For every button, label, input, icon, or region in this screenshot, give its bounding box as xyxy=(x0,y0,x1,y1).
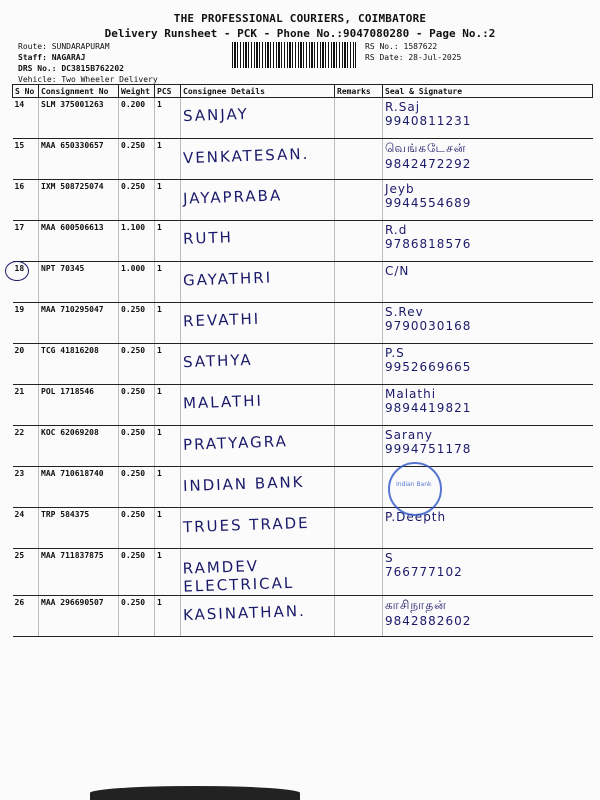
table-row xyxy=(13,596,593,637)
cell-remarks xyxy=(335,426,383,467)
cell-weight: 0.250 xyxy=(119,139,155,180)
table-row xyxy=(13,221,593,262)
phone-handwriting: 9894419821 xyxy=(385,401,472,415)
consignee-handwriting: GAYATHRI xyxy=(182,268,273,290)
phone-handwriting: 9952669665 xyxy=(385,360,472,374)
cell-remarks xyxy=(335,98,383,139)
consignee-handwriting: PRATYAGRA xyxy=(182,432,289,454)
cell-consignee xyxy=(181,180,335,221)
cell-weight: 0.250 xyxy=(119,426,155,467)
cell-consignee xyxy=(181,303,335,344)
cell-consignment: MAA 600506613 xyxy=(39,221,119,262)
consignee-handwriting: RAMDEV ELECTRICAL xyxy=(182,556,295,596)
cell-remarks xyxy=(335,262,383,303)
cell-pcs: 1 xyxy=(155,467,181,508)
cell-sno: 24 xyxy=(13,508,39,549)
table-row xyxy=(13,303,593,344)
cell-seal xyxy=(383,549,593,596)
cell-consignee xyxy=(181,467,335,508)
cell-seal xyxy=(383,385,593,426)
cell-seal xyxy=(383,180,593,221)
cell-sno: 22 xyxy=(13,426,39,467)
consignee-handwriting: INDIAN BANK xyxy=(182,472,305,496)
phone-handwriting: 766777102 xyxy=(385,565,463,579)
table-row xyxy=(13,344,593,385)
signature: R.d xyxy=(385,223,408,237)
cell-sno: 18 xyxy=(13,262,39,303)
cell-seal xyxy=(383,344,593,385)
table-row xyxy=(13,180,593,221)
cell-sno: 14 xyxy=(13,98,39,139)
signature: P.S xyxy=(385,346,405,360)
consignee-handwriting: RUTH xyxy=(182,228,234,248)
drs-label: DRS No.: DC3815B762202 xyxy=(18,64,124,73)
cell-sno: 21 xyxy=(13,385,39,426)
cell-pcs: 1 xyxy=(155,549,181,596)
cell-seal xyxy=(383,139,593,180)
cell-remarks xyxy=(335,344,383,385)
cell-remarks xyxy=(335,508,383,549)
cell-sno: 15 xyxy=(13,139,39,180)
cell-remarks xyxy=(335,139,383,180)
consignee-handwriting: VENKATESAN. xyxy=(182,144,310,168)
cell-weight: 0.200 xyxy=(119,98,155,139)
signature: S.Rev xyxy=(385,305,424,319)
cell-remarks xyxy=(335,221,383,262)
cell-remarks xyxy=(335,303,383,344)
table-body xyxy=(13,98,593,637)
table-row xyxy=(13,139,593,180)
rs-date-label: RS Date: 28-Jul-2025 xyxy=(365,53,462,62)
signature: S xyxy=(385,551,394,565)
cell-consignee xyxy=(181,344,335,385)
cell-seal xyxy=(383,262,593,303)
cell-weight: 0.250 xyxy=(119,344,155,385)
cell-consignment: MAA 710295047 xyxy=(39,303,119,344)
cell-weight: 0.250 xyxy=(119,596,155,637)
cell-remarks xyxy=(335,180,383,221)
cell-consignee xyxy=(181,98,335,139)
cell-pcs: 1 xyxy=(155,221,181,262)
phone-handwriting: 9994751178 xyxy=(385,442,472,456)
cell-pcs: 1 xyxy=(155,262,181,303)
runsheet-table xyxy=(12,84,593,637)
col-remarks: Remarks xyxy=(335,85,383,98)
table-header-row xyxy=(13,85,593,98)
cell-consignment: MAA 710618740 xyxy=(39,467,119,508)
table-row xyxy=(13,426,593,467)
route-label: Route: SUNDARAPURAM xyxy=(18,42,110,51)
cell-consignment: MAA 296690507 xyxy=(39,596,119,637)
table-row xyxy=(13,262,593,303)
cell-seal xyxy=(383,596,593,637)
cell-consignment: SLM 375001263 xyxy=(39,98,119,139)
phone-handwriting: 9944554689 xyxy=(385,196,472,210)
signature: Malathi xyxy=(385,387,437,401)
meta-right xyxy=(365,41,585,63)
cell-consignment: TRP 584375 xyxy=(39,508,119,549)
cell-weight: 1.000 xyxy=(119,262,155,303)
vehicle-label: Vehicle: Two Wheeler Delivery xyxy=(18,75,158,84)
consignee-handwriting: SANJAY xyxy=(182,104,249,126)
cell-sno: 19 xyxy=(13,303,39,344)
cell-remarks xyxy=(335,385,383,426)
phone-handwriting: 9842882602 xyxy=(385,614,472,628)
cell-pcs: 1 xyxy=(155,98,181,139)
cell-remarks xyxy=(335,467,383,508)
table-row xyxy=(13,508,593,549)
col-weight: Weight xyxy=(119,85,155,98)
cell-pcs: 1 xyxy=(155,303,181,344)
meta-left xyxy=(18,41,248,85)
cell-weight: 0.250 xyxy=(119,467,155,508)
cell-consignee xyxy=(181,549,335,596)
cell-seal xyxy=(383,426,593,467)
cell-sno: 17 xyxy=(13,221,39,262)
signature: Jeyb xyxy=(385,182,415,196)
col-sno: S No xyxy=(13,85,39,98)
cell-pcs: 1 xyxy=(155,139,181,180)
cell-pcs: 1 xyxy=(155,180,181,221)
cell-consignment: IXM 508725074 xyxy=(39,180,119,221)
cell-weight: 0.250 xyxy=(119,508,155,549)
table-row xyxy=(13,467,593,508)
col-consignee: Consignee Details xyxy=(181,85,335,98)
cell-seal xyxy=(383,98,593,139)
cell-sno: 20 xyxy=(13,344,39,385)
cell-weight: 0.250 xyxy=(119,303,155,344)
cell-pcs: 1 xyxy=(155,596,181,637)
signature: R.Saj xyxy=(385,100,421,114)
stamp-text: Indian Bank xyxy=(396,481,432,488)
phone-handwriting: 9790030168 xyxy=(385,319,472,333)
cell-consignment: MAA 711837875 xyxy=(39,549,119,596)
cell-sno: 16 xyxy=(13,180,39,221)
cell-consignment: KOC 62069208 xyxy=(39,426,119,467)
barcode-icon xyxy=(232,42,356,68)
cell-sno: 23 xyxy=(13,467,39,508)
cell-consignee xyxy=(181,508,335,549)
signature: காசிநாதன் xyxy=(385,598,447,612)
cell-sno: 25 xyxy=(13,549,39,596)
cell-weight: 0.250 xyxy=(119,549,155,596)
col-seal: Seal & Signature xyxy=(383,85,593,98)
cell-pcs: 1 xyxy=(155,426,181,467)
cell-sno: 26 xyxy=(13,596,39,637)
cell-consignee xyxy=(181,596,335,637)
consignee-handwriting: SATHYA xyxy=(182,350,253,372)
cell-consignee xyxy=(181,385,335,426)
signature: வெங்கடேசன் xyxy=(385,141,467,155)
bank-seal-icon xyxy=(388,462,442,516)
signature: Sarany xyxy=(385,428,433,442)
cell-consignee xyxy=(181,426,335,467)
table-row xyxy=(13,549,593,596)
phone-handwriting: 9786818576 xyxy=(385,237,472,251)
cell-consignment: TCG 41816208 xyxy=(39,344,119,385)
circled-row-mark-icon xyxy=(5,261,29,281)
col-consignment: Consignment No xyxy=(39,85,119,98)
cell-pcs: 1 xyxy=(155,344,181,385)
cell-consignment: MAA 650330657 xyxy=(39,139,119,180)
rs-no-label: RS No.: 1587622 xyxy=(365,42,438,51)
consignee-handwriting: TRUES TRADE xyxy=(182,513,310,537)
consignee-handwriting: MALATHI xyxy=(182,391,264,413)
cell-remarks xyxy=(335,549,383,596)
signature: P.Deepth xyxy=(385,510,447,524)
cell-consignee xyxy=(181,262,335,303)
cell-consignment: NPT 70345 xyxy=(39,262,119,303)
staff-label: Staff: NAGARAJ xyxy=(18,53,86,62)
col-pcs: PCS xyxy=(155,85,181,98)
cell-consignee xyxy=(181,139,335,180)
cell-consignment: POL 1718546 xyxy=(39,385,119,426)
table-row xyxy=(13,98,593,139)
phone-handwriting: 9940811231 xyxy=(385,114,472,128)
cell-pcs: 1 xyxy=(155,508,181,549)
table-row xyxy=(13,385,593,426)
cell-weight: 0.250 xyxy=(119,180,155,221)
cell-seal xyxy=(383,303,593,344)
consignee-handwriting: JAYAPRABA xyxy=(182,186,283,208)
document-subtitle: Delivery Runsheet - PCK - Phone No.:9047080280 - Page No.:2 xyxy=(104,27,496,40)
cell-weight: 1.100 xyxy=(119,221,155,262)
signature: C/N xyxy=(385,264,410,278)
cell-remarks xyxy=(335,596,383,637)
consignee-handwriting: REVATHI xyxy=(182,309,261,331)
cell-seal xyxy=(383,221,593,262)
phone-handwriting: 9842472292 xyxy=(385,157,472,171)
consignee-handwriting: KASINATHAN. xyxy=(182,601,307,625)
document-title: THE PROFESSIONAL COURIERS, COIMBATORE xyxy=(173,12,427,25)
cell-consignee xyxy=(181,221,335,262)
scan-shadow xyxy=(90,786,300,800)
cell-pcs: 1 xyxy=(155,385,181,426)
cell-weight: 0.250 xyxy=(119,385,155,426)
